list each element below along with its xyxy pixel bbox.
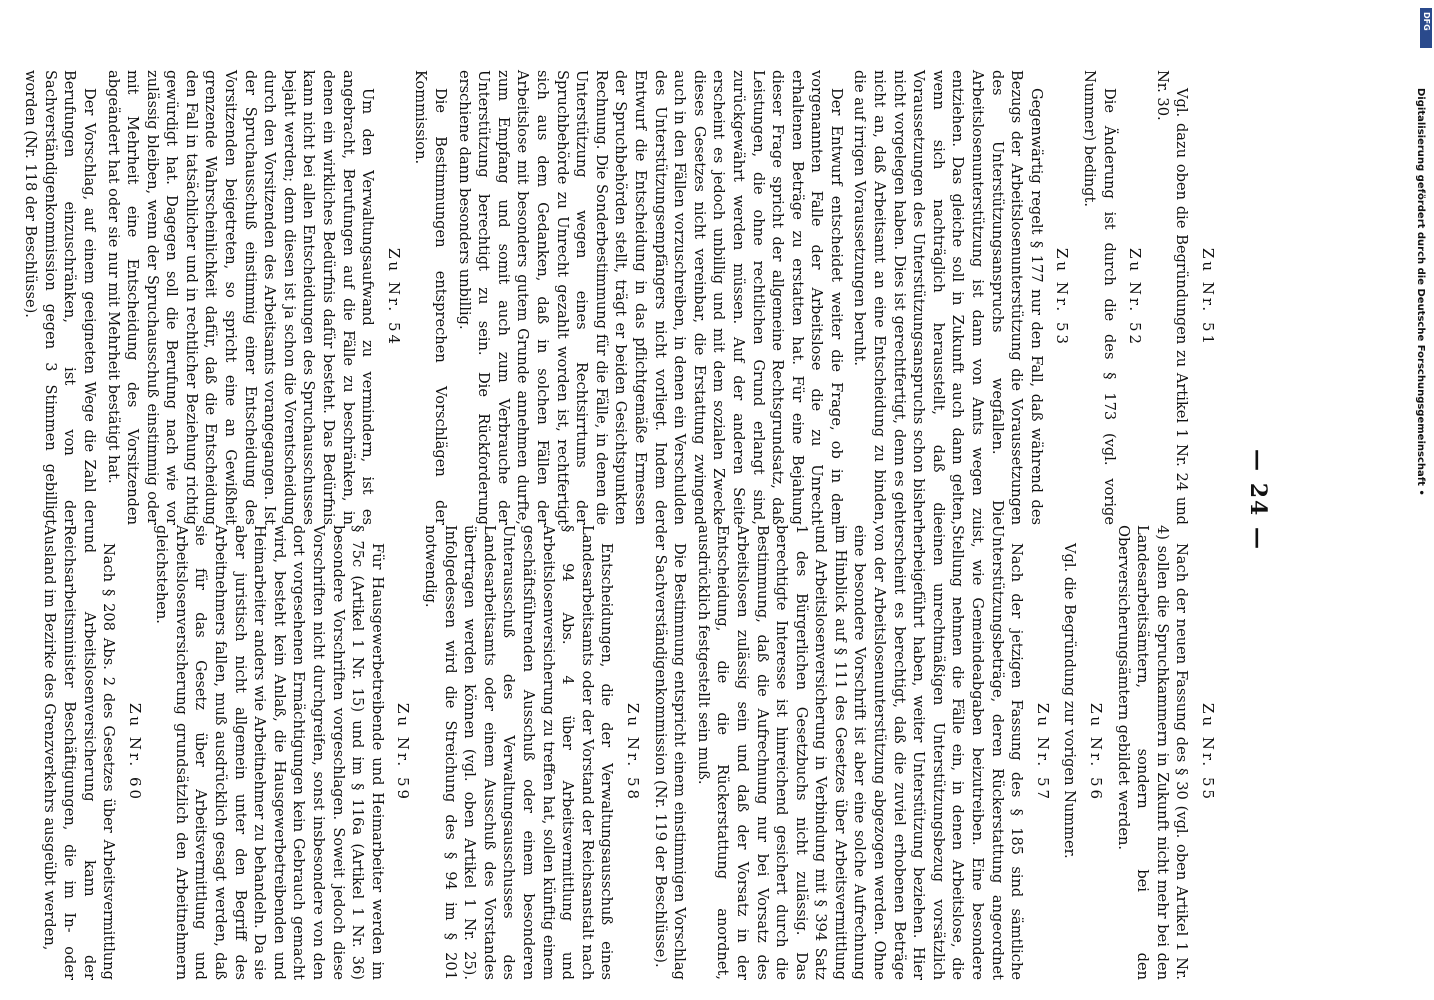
paragraph: Nach der neuen Fassung des § 30 (vgl. oben Artikel 1 Nr. 4) sollen die Spruchkammern in Zukunft nicht mehr bei den Landesarbeitsämtern, sondern bei den Oberversicherungsämtern gebildet werden. xyxy=(1114,525,1191,980)
left-column xyxy=(17,70,1225,525)
paragraph: Um den Verwaltungsaufwand zu vermindern, ist es angebracht, Berufungen auf die Fälle zu beschränken, in denen ein wirkliches Bedürfnis dafür besteht. Das Bedürfnis kann nicht bei allen Entscheidungen des Spruchausschusses bejaht werden; denn diesen ist ja schon die Vorentscheidung durch den Vorsitzenden des Arbeitsamts vorangegangen. Ist der Spruchausschuß einstimmig einer Entscheidung des Vorsitzenden beigetreten, so spricht eine an Gewißheit grenzende Wahrscheinlichkeit dafür, daß die Entscheidung den Fall in tatsächlicher und in rechtlicher Beziehung richtig gewürdigt hat. Dagegen soll die Berufung nach wie vor zulässig bleiben, wenn der Spruchausschuß einstimmig oder mit Mehrheit eine Entscheidung des Vorsitzenden abgeändert hat oder sie nur mit Mehrheit bestätigt hat. xyxy=(104,70,377,525)
paragraph: Gegenwärtig regelt § 177 nur den Fall, daß während des Bezugs der Arbeitslosenunterstützung die Voraussetzungen des Unterstützungsanspruchs wegfallen. Die Arbeitslosenunterstützung ist dann von Amts wegen zu entziehen. Das gleiche soll in Zukunft auch dann gelten, wenn sich nachträglich herausstellt, daß die Voraussetzungen des Unterstützungsanspruchs schon bisher nicht vorgelegen haben. Dies ist gerechtfertigt, denn es geht nicht an, daß Arbeitsamt an eine Entscheidung zu binden, die auf irrigen Voraussetzungen beruht. xyxy=(851,70,1045,525)
paragraph: Vgl. dazu oben die Begründungen zu Artikel 1 Nr. 24 und Nr. 30. xyxy=(1153,70,1191,525)
paragraph: Die Änderung ist durch die des § 173 (vgl. vorige Nummer) bedingt. xyxy=(1081,70,1118,525)
page-number: — 24 — xyxy=(1245,449,1271,551)
section-heading: Zu Nr. 59 xyxy=(394,702,413,803)
dfg-logo xyxy=(1420,8,1432,48)
paragraph: Nach § 208 Abs. 2 des Gesetzes über Arbeitsvermittlung und Arbeitslosenversicherung kann der Reichsarbeitsminister Beschäftigungen, die im In- oder Ausland im Bezirke des Grenzverkehrs ausgeübt werden, xyxy=(41,525,118,980)
paragraph: Der Entwurf entscheidet weiter die Frage, ob in dem vorgenannten Falle der Arbeitslose die zu Unrecht erhaltenen Beträge zu erstatten hat. Für eine Bejahung dieser Frage spricht der allgemeine Rechtsgrundsatz, daß Leistungen, die ohne rechtlichen Grund erlangt sind, zurückgewährt werden müssen. Auf der anderen Seite erscheint es jedoch unbillig und mit dem sozialen Zwecke dieses Gesetzes nicht vereinbar, die Erstattung zwingend auch in den Fällen vorzuschreiben, in denen ein Verschulden des Unterstützungsempfängers nicht vorliegt. Indem der Entwurf die Entscheidung in das pflichtgemäße Ermessen der Spruchbehörden stellt, trägt er beiden Gesichtspunkten Rechnung. Die Sonderbestimmung für die Fälle, in denen die Unterstützung wegen eines Rechtsirrtums der Spruchbehörde zu Unrecht gezahlt worden ist, rechtfertigt sich aus dem Gedanken, daß in solchen Fällen der Arbeitslose mit besonders gutem Grunde annehmen durfte, zum Empfang und somit auch zum Verbrauche der Unterstützung berechtigt zu sein. Die Rückforderung erschiene dann besonders unbillig. xyxy=(455,70,845,525)
digitization-credit-text: Digitalisierung gefördert durch die Deutsche Forschungsgemeinschaft • xyxy=(1415,88,1426,496)
right-column xyxy=(36,525,1225,980)
paragraph: Die Bestimmungen entsprechen Vorschlägen der Kommission. xyxy=(412,70,450,525)
paragraph: Die Bestimmung entspricht einem einstimmigen Vorschlag der Sachverständigenkommission (Nr. 119 der Beschlüsse). xyxy=(651,525,689,980)
section-heading: Zu Nr. 60 xyxy=(125,702,144,803)
paragraph: Vgl. die Begründung zur vorigen Nummer. xyxy=(1061,543,1079,859)
digitization-credit xyxy=(1398,8,1432,992)
section-heading: Zu Nr. 51 xyxy=(1199,247,1217,348)
paragraph: Für Hausgewerbetreibende und Heimarbeiter werden im § 75c (Artikel 1 Nr. 15) und im § 116a (Artikel 1 Nr. 36) besondere Vorschriften vorgeschlagen. Soweit jedoch diese Vorschriften nicht durchgreifen, sonst insbesondere von den dort vorgesehenen Ermächtigungen kein Gebrauch gemacht wird, besteht kein Anlaß, die Hausgewerbetreibenden und Heimarbeiter anders wie Arbeitnehmer zu behandeln. Da sie aber juristisch nicht allgemein unter den Begriff des Arbeitnehmers fallen, muß ausdrücklich gesagt werden, daß sie für das Gesetz über Arbeitsvermittlung und Arbeitslosenversicherung grundsätzlich den Arbeitnehmern gleichstehen. xyxy=(153,525,386,980)
section-heading: Zu Nr. 58 xyxy=(623,702,642,803)
dfg-logo-text: DFG xyxy=(1422,12,1431,31)
section-heading: Zu Nr. 53 xyxy=(1053,247,1072,348)
paragraph: Der Vorschlag, auf einem geeigneten Wege die Zahl der Berufungen einzuschränken, ist von der Sachverständigenkommission gegen 3 Stimmen gebilligt worden (Nr. 118 der Beschlüsse). xyxy=(22,70,98,525)
section-heading: Zu Nr. 54 xyxy=(384,247,403,348)
paragraph: Nach der jetzigen Fassung des § 185 sind sämtliche Unterstützungsbeträge, deren Rückerstattung angeordnet ist, wie Gemeindeabgaben beizutreiben. Eine besondere Stellung nehmen die Fälle ein, in denen Arbeitslose, die einen unrechtmäßigen Unterstützungsbezug vorsätzlich herbeigeführt haben, weiter Unterstützung beziehen. Hier erscheint es berechtigt, daß die zuviel erhobenen Beträge von der Arbeitslosenunterstützung abgezogen werden. Ohne eine besondere Vorschrift ist aber eine solche Aufrechnung im Hinblick auf § 111 des Gesetzes über Arbeitsvermittlung und Arbeitslosenversicherung in Verbindung mit § 394 Satz 1 des Bürgerlichen Gesetzbuchs nicht zulässig. Das berechtigte Interesse ist hinreichend gesichert durch die Bestimmung, daß die Aufrechnung nur bei Vorsatz des Arbeitslosen zulässig sein und daß der Vorsatz in der Entscheidung, die die Rückerstattung anordnet, ausdrücklich festgestellt sein muß. xyxy=(694,525,1026,980)
paragraph: Entscheidungen, die der Verwaltungsausschuß eines Landesarbeitsamts oder der Vorstand der Reichsanstalt nach § 94 Abs. 4 über Arbeitsvermittlung und Arbeitslosenversicherung zu treffen hat, sollen künftig einem geschäftsführenden Ausschuß oder einem besonderen Unterausschuß des Verwaltungsausschusses des Landesarbeitsamts oder einem Ausschuß des Vorstandes übertragen werden können (vgl. oben Artikel 1 Nr. 25). Infolgedessen wird die Streichung des § 94 im § 201 notwendig. xyxy=(422,525,616,980)
section-heading: Zu Nr. 56 xyxy=(1087,702,1106,803)
section-heading: Zu Nr. 55 xyxy=(1199,702,1217,803)
section-heading: Zu Nr. 57 xyxy=(1033,702,1052,803)
section-heading: Zu Nr. 52 xyxy=(1126,247,1145,348)
